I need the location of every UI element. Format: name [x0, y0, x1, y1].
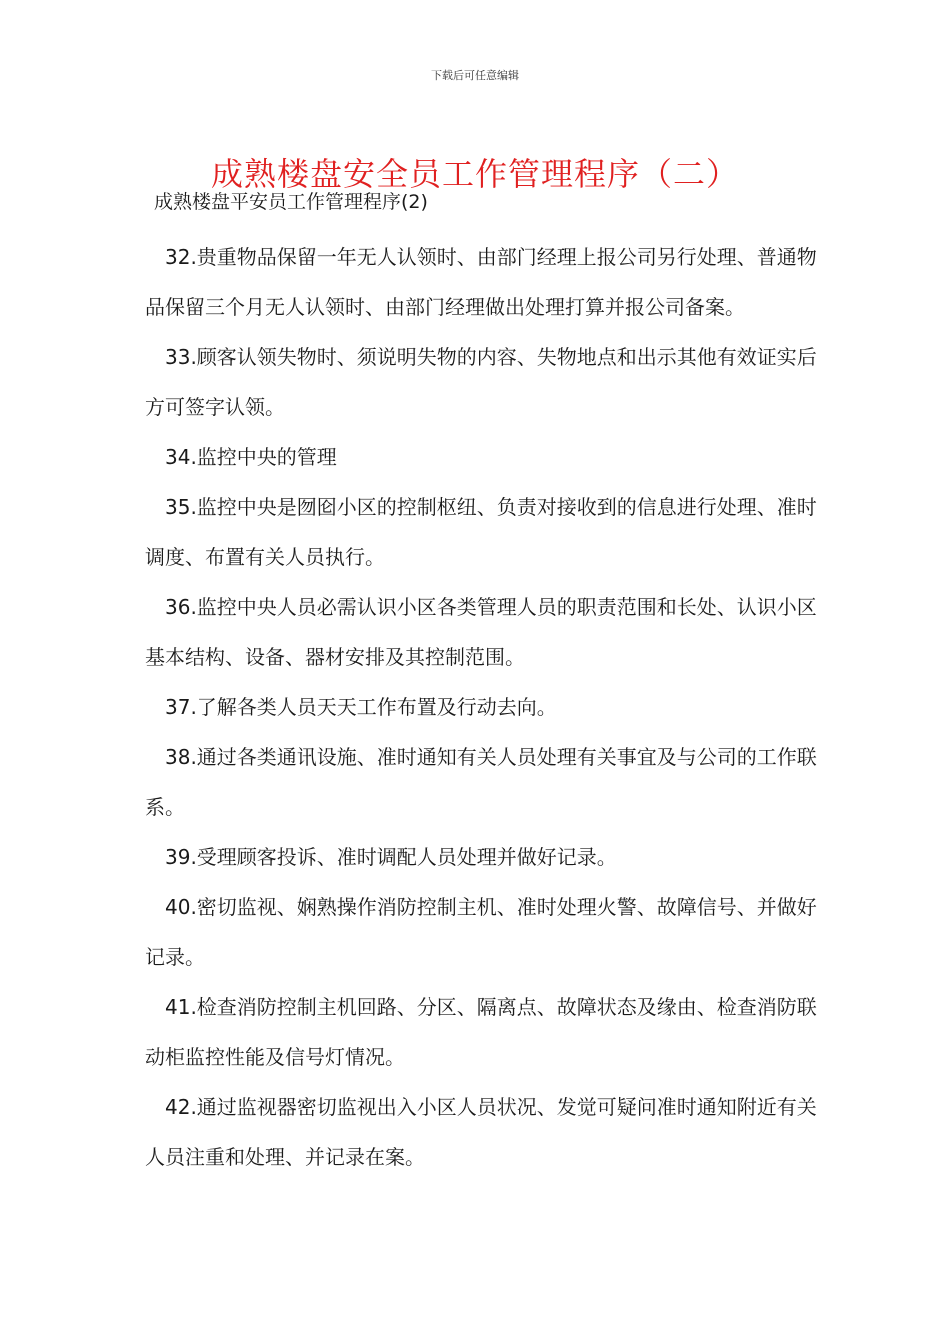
paragraph-38: 38.通过各类通讯设施、准时通知有关人员处理有关事宜及与公司的工作联系。 [145, 745, 817, 819]
paragraph-32: 32.贵重物品保留一年无人认领时、由部门经理上报公司另行处理、普通物品保留三个月无人认领时、由部门经理做出处理打算并报公司备案。 [145, 245, 817, 319]
paragraph-37: 37.了解各类人员天天工作布置及行动去向。 [165, 695, 557, 719]
page-header-note: 下载后可任意编辑 [431, 69, 519, 82]
document-title: 成熟楼盘安全员工作管理程序（二） [210, 155, 739, 194]
paragraph-36: 36.监控中央人员必需认识小区各类管理人员的职责范围和长处、认识小区基本结构、设备、器材安排及其控制范围。 [145, 595, 817, 669]
paragraph-35: 35.监控中央是囫囵小区的控制枢纽、负责对接收到的信息进行处理、准时调度、布置有关人员执行。 [145, 495, 817, 569]
paragraph-40: 40.密切监视、娴熟操作消防控制主机、准时处理火警、故障信号、并做好记录。 [145, 895, 817, 969]
paragraph-33: 33.顾客认领失物时、须说明失物的内容、失物地点和出示其他有效证实后方可签字认领。 [145, 345, 817, 419]
paragraph-41: 41.检查消防控制主机回路、分区、隔离点、故障状态及缘由、检查消防联动柜监控性能及信号灯情况。 [145, 995, 817, 1069]
document-body [145, 232, 835, 1182]
paragraph-42: 42.通过监视器密切监视出入小区人员状况、发觉可疑问准时通知附近有关人员注重和处理、并记录在案。 [145, 1095, 817, 1169]
paragraph-34: 34.监控中央的管理 [165, 445, 337, 469]
document-subtitle: 成熟楼盘平安员工作管理程序(2) [154, 191, 428, 213]
paragraph-39: 39.受理顾客投诉、准时调配人员处理并做好记录。 [165, 845, 617, 869]
